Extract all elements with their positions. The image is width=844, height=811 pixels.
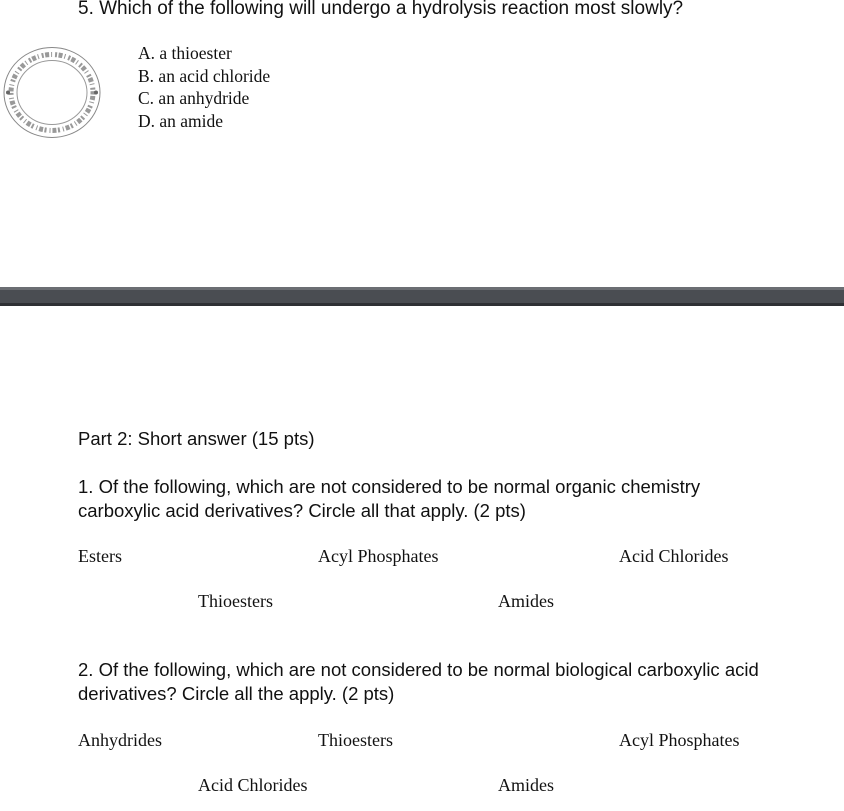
q1-option-thioesters[interactable]: Thioesters [198, 591, 273, 611]
question-1-text [78, 475, 838, 522]
question-2-line-2: derivatives? Circle all the apply. (2 pts) [78, 682, 395, 704]
q2-option-acyl-phosphates[interactable]: Acyl Phosphates [619, 730, 740, 750]
q1-option-amides[interactable]: Amides [498, 591, 554, 611]
q1-option-acid-chlorides[interactable]: Acid Chlorides [619, 546, 729, 566]
q2-option-anhydrides[interactable]: Anhydrides [78, 730, 162, 750]
question-1-line-2: carboxylic acid derivatives? Circle all that apply. (2 pts) [78, 499, 526, 521]
choice-a: A. a thioester [138, 43, 232, 63]
q2-option-amides[interactable]: Amides [498, 775, 554, 795]
q2-option-thioesters[interactable]: Thioesters [318, 730, 393, 750]
question-1-line-1: 1. Of the following, which are not considered to be normal organic chemistry [78, 476, 701, 497]
question-2-text [78, 658, 838, 705]
question-5-text: 5. Which of the following will undergo a hydrolysis reaction most slowly? [78, 0, 684, 19]
q1-option-esters[interactable]: Esters [78, 546, 122, 566]
choice-d: D. an amide [138, 110, 224, 131]
q2-option-acid-chlorides[interactable]: Acid Chlorides [198, 775, 308, 795]
page-divider [0, 287, 844, 306]
question-5-choices [138, 42, 270, 132]
q1-option-acyl-phosphates[interactable]: Acyl Phosphates [318, 546, 439, 566]
part-2-heading: Part 2: Short answer (15 pts) [78, 428, 315, 449]
ornate-script-ring-icon [0, 43, 104, 142]
question-2-line-1: 2. Of the following, which are not considered to be normal biological carboxylic acid [78, 659, 759, 680]
choice-c: C. an anhydride [138, 88, 250, 108]
choice-b: B. an acid chloride [138, 65, 271, 86]
